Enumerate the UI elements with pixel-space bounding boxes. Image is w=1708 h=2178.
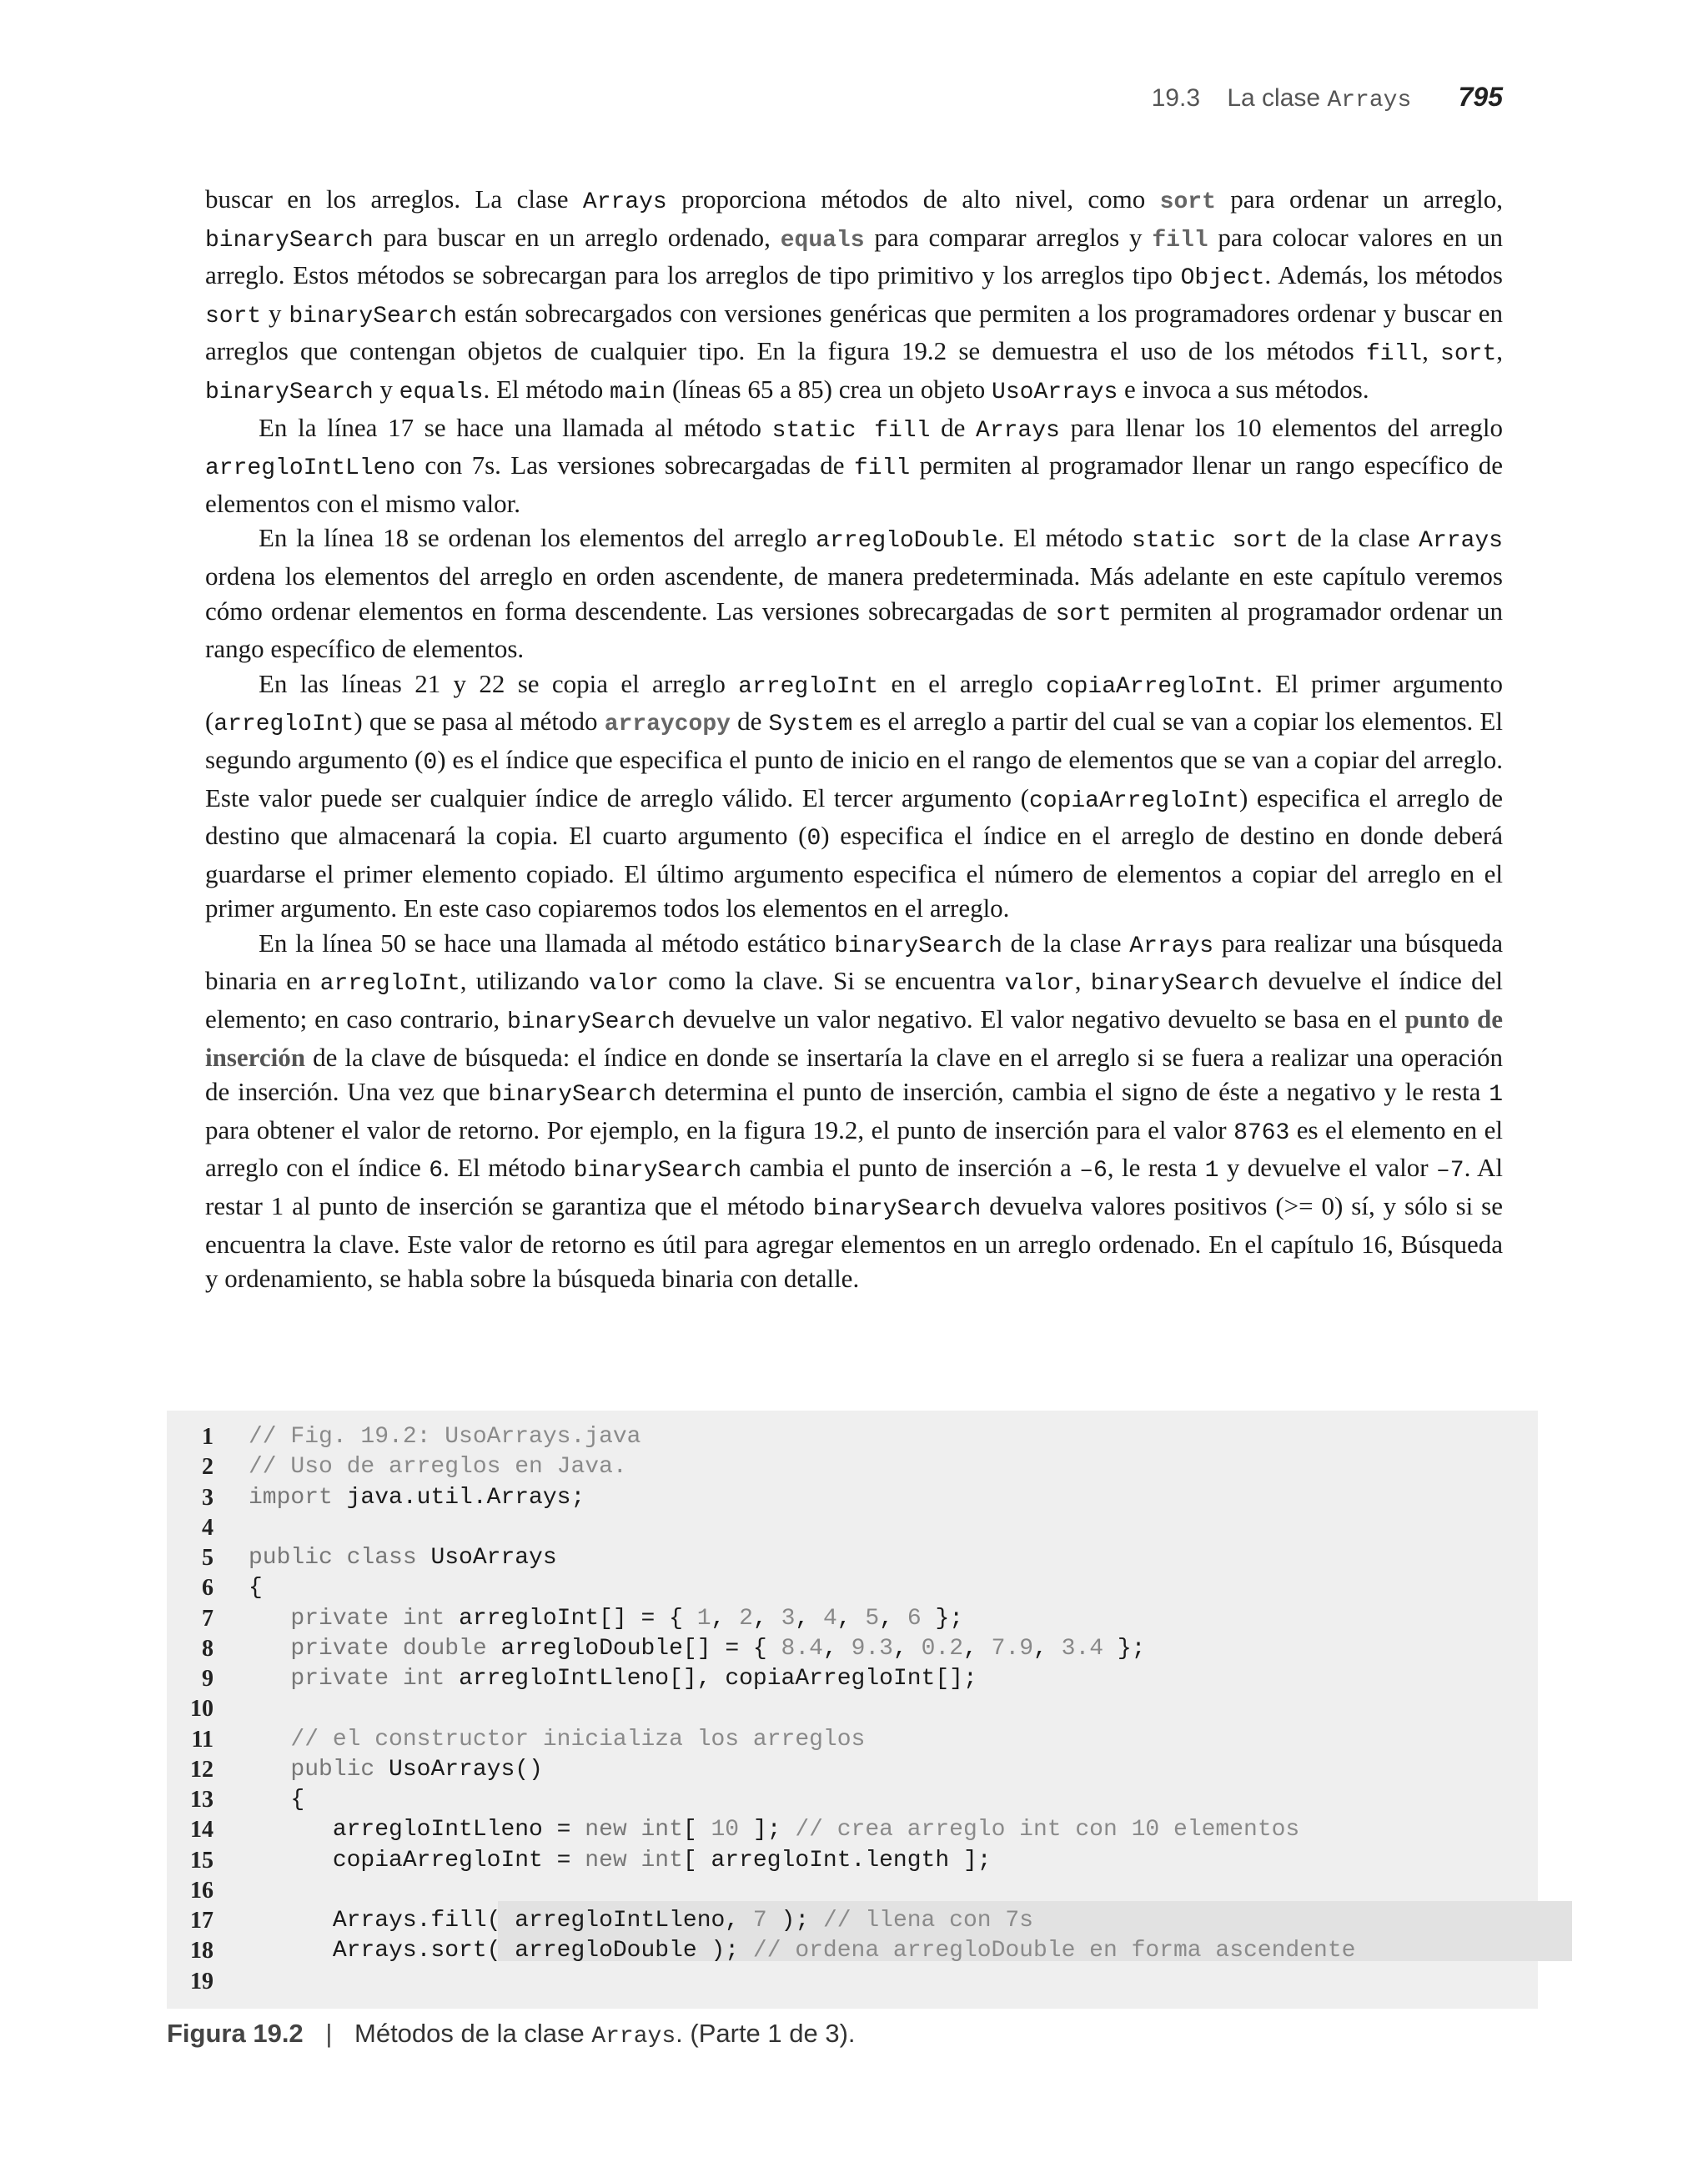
text-run: . Al restar 1 al punto de inserción se garantiza que el método [205, 1153, 1504, 1221]
inline-code: binarySearch [289, 303, 458, 329]
code-token: Arrays.fill( arregloIntLleno, [249, 1908, 753, 1934]
code-line [167, 1452, 1538, 1482]
text-run: ) que se pasa al método [354, 707, 605, 737]
code-number: 8.4 [781, 1635, 823, 1662]
code-token: { [249, 1575, 263, 1602]
code-comment: // llena con 7s [822, 1908, 1033, 1934]
code-text [249, 1785, 304, 1815]
code-comment: // Fig. 19.2: UsoArrays.java [249, 1424, 641, 1450]
method-keyword: arraycopy [604, 712, 731, 738]
code-text [249, 1755, 543, 1785]
code-token: arregloDouble[] = { [500, 1635, 781, 1662]
inline-code: valor [1004, 971, 1075, 998]
code-token [249, 1666, 290, 1692]
text-run: , [1422, 336, 1441, 366]
inline-code: arregloInt [738, 673, 879, 700]
code-comment: // ordena arregloDouble en forma ascendente [752, 1938, 1356, 1964]
inline-code: arregloInt [319, 971, 460, 998]
code-text [249, 1815, 1299, 1845]
code-token: , [879, 1605, 907, 1632]
text-run: como la clave. Si se encuentra [658, 966, 1005, 996]
inline-code: arregloDouble [816, 528, 998, 555]
code-line [167, 1483, 1538, 1513]
text-run: , le resta [1107, 1153, 1205, 1183]
code-token: ]; [739, 1817, 796, 1844]
code-number: 10 [711, 1817, 740, 1844]
text-run: devuelva valores positivos (>= 0) sí, y sólo si se encuentra la clave. Este valor de retorno es útil para agregar elementos en un arreglo ordenado. En el capítulo 16, Búsqueda y ordenamiento, se habla sobre la búsqueda binaria con detalle. [205, 1191, 1504, 1294]
inline-code: –6 [1079, 1158, 1108, 1185]
line-number: 15 [190, 1847, 214, 1874]
inline-code: binarySearch [488, 1082, 656, 1109]
inline-code: UsoArrays [992, 379, 1118, 405]
inline-code: copiaArregloInt [1028, 787, 1240, 814]
text-run: En la línea 18 se ordenan los elementos del arreglo [259, 523, 816, 553]
inline-code: arregloInt [214, 712, 354, 738]
text-run: de [730, 707, 769, 737]
inline-code: sort [1055, 601, 1112, 627]
code-line [167, 1785, 1538, 1815]
line-number: 7 [202, 1605, 214, 1632]
inline-code: sort [205, 303, 262, 329]
code-token: , [963, 1635, 992, 1662]
text-run: , [1496, 336, 1503, 366]
text-run: y [373, 374, 399, 404]
code-keyword: import [249, 1484, 347, 1511]
text-run: con 7s. Las versiones sobrecargadas de [415, 450, 854, 480]
inline-code: static fill [771, 417, 931, 444]
code-text [249, 1422, 640, 1452]
text-run: (líneas 65 a 85) crea un objeto [666, 374, 992, 404]
code-number: 3.4 [1061, 1635, 1104, 1662]
section-number: 19.3 [1151, 84, 1200, 112]
code-token: , [836, 1605, 866, 1632]
code-line [167, 1604, 1538, 1634]
code-token: , [822, 1635, 851, 1662]
code-comment: // el constructor inicializa los arreglos [290, 1726, 866, 1753]
code-line [167, 1573, 1538, 1603]
figure-caption [167, 2019, 856, 2050]
inline-code: sort [1440, 341, 1497, 368]
inline-code: equals [399, 379, 484, 405]
text-run: ordena los elementos del arreglo en orden ascendente, de manera predeterminada. Más adelante en este capítulo veremos cómo ordenar elementos en forma descendente. Las versiones sobrecargadas de [205, 561, 1503, 626]
code-token: , [1033, 1635, 1062, 1662]
text-run: y [261, 298, 289, 328]
code-token: ); [766, 1908, 823, 1934]
code-line [167, 1543, 1538, 1573]
code-text [249, 1543, 557, 1573]
caption-text: Métodos de la clase [354, 2019, 592, 2048]
code-line [167, 1694, 1538, 1724]
inline-code: Arrays [1419, 528, 1503, 555]
line-number: 2 [202, 1454, 214, 1481]
text-run: devuelve el índice del elemento; en caso contrario, [205, 966, 1503, 1034]
code-line [167, 1725, 1538, 1755]
code-token: java.util.Arrays; [346, 1484, 585, 1511]
text-run: para ordenar un arreglo, [1215, 184, 1503, 214]
section-title: La clase [1227, 84, 1321, 112]
line-number: 5 [202, 1545, 214, 1571]
text-run: es el arreglo a partir del cual se van a copiar los elementos. El segundo argumento ( [205, 707, 1503, 774]
text-run: . Además, los métodos [1264, 260, 1503, 290]
paragraph [205, 410, 1503, 521]
code-comment: // Uso de arreglos en Java. [249, 1454, 627, 1481]
body-text [205, 182, 1503, 1296]
inline-code: Arrays [1129, 933, 1214, 959]
text-run: devuelve un valor negativo. El valor negativo devuelto se basa en el [675, 1004, 1405, 1034]
code-text [249, 1936, 1355, 1966]
code-line [167, 1664, 1538, 1694]
inline-code: binarySearch [205, 227, 374, 254]
code-number: 3 [781, 1605, 796, 1632]
inline-code: static sort [1132, 528, 1289, 555]
inline-code: 0 [806, 826, 821, 853]
inline-code: Arrays [976, 417, 1060, 444]
code-line [167, 1876, 1538, 1906]
text-run: ) especifica el índice en el arreglo de destino en donde deberá guardarse el primer elemento copiado. El último argumento especifica el número de elementos a copiar del arreglo en el primer argumento. En este caso copiaremos todos los elementos en el arreglo. [205, 821, 1504, 923]
code-token: arregloInt[] = { [459, 1605, 697, 1632]
inline-code: 1 [1204, 1158, 1219, 1185]
text-run: permiten al programador llenar un rango específico de elementos con el mismo valor. [205, 450, 1503, 518]
text-run: de la clase [1002, 928, 1130, 958]
text-run: y devuelve el valor [1218, 1153, 1436, 1183]
paragraph [205, 521, 1503, 666]
text-run: en el arreglo [878, 668, 1046, 698]
line-number: 14 [190, 1817, 214, 1844]
method-keyword: sort [1159, 189, 1216, 215]
text-run: . El primer argumento ( [205, 668, 1504, 737]
text-run: . El método [443, 1153, 574, 1183]
inline-code: Object [1180, 265, 1265, 292]
inline-code: binarySearch [1090, 971, 1259, 998]
text-run: , utilizando [460, 966, 589, 996]
code-token: , [795, 1605, 823, 1632]
text-run: ) es el índice que especifica el punto de inicio en el rango de elementos que se van a copiar del arreglo. Este valor puede ser cualquier índice de arreglo válido. El tercer argumento ( [205, 744, 1504, 812]
line-number: 18 [190, 1938, 214, 1964]
code-token [249, 1636, 290, 1662]
code-keyword: new int [585, 1847, 683, 1874]
text-run: para realizar una búsqueda binaria en [205, 928, 1503, 996]
key-term: punto de inserción [205, 1004, 1503, 1072]
text-run: proporciona métodos de alto nivel, como [666, 184, 1160, 214]
inline-code: 0 [423, 749, 438, 776]
text-run: de [930, 412, 977, 442]
code-line [167, 1846, 1538, 1876]
text-run: e invoca a sus métodos. [1118, 374, 1369, 404]
inline-code: fill [1365, 341, 1423, 368]
code-text [249, 1906, 1033, 1936]
text-run: , [1074, 966, 1091, 996]
code-text [249, 1846, 992, 1876]
text-run: En las líneas 21 y 22 se copia el arreglo [259, 668, 739, 698]
code-number: 4 [822, 1605, 837, 1632]
code-keyword: private int [290, 1605, 460, 1632]
text-run: En la línea 50 se hace una llamada al método estático [259, 928, 835, 958]
inline-code: binarySearch [507, 1009, 676, 1036]
code-comment: // crea arreglo int con 10 elementos [795, 1817, 1300, 1844]
inline-code: copiaArregloInt [1046, 673, 1257, 700]
code-text [249, 1664, 977, 1694]
text-run: es el elemento en el arreglo con el índice [205, 1114, 1503, 1183]
inline-code: valor [588, 971, 659, 998]
running-header [1152, 82, 1503, 113]
paragraph [205, 666, 1503, 926]
code-line [167, 1422, 1538, 1452]
inline-code: –7 [1435, 1158, 1464, 1185]
code-text [249, 1452, 627, 1482]
caption-code: Arrays [591, 2024, 676, 2050]
code-line [167, 1906, 1538, 1936]
code-token: }; [1103, 1635, 1146, 1662]
inline-code: binarySearch [812, 1196, 982, 1223]
code-keyword: new int [585, 1817, 683, 1844]
code-token: [ arregloInt.length ]; [682, 1847, 992, 1874]
inline-code: arregloIntLleno [205, 455, 416, 482]
code-line [167, 1513, 1538, 1543]
code-token: , [711, 1605, 740, 1632]
text-run: para comparar arreglos y [864, 222, 1153, 252]
line-number: 9 [202, 1666, 214, 1692]
paragraph [205, 926, 1503, 1296]
line-number: 11 [191, 1726, 214, 1753]
code-token: [ [682, 1817, 711, 1844]
code-token [249, 1727, 290, 1753]
inline-code: binarySearch [573, 1158, 742, 1185]
code-number: 5 [865, 1605, 880, 1632]
text-run: permiten al programador ordenar un rango específico de elementos. [205, 596, 1503, 664]
line-number: 4 [202, 1514, 214, 1541]
code-token: { [249, 1787, 305, 1813]
figure-label: Figura 19.2 [167, 2019, 304, 2048]
code-number: 7.9 [991, 1635, 1034, 1662]
text-run: buscar en los arreglos. La clase [205, 184, 583, 214]
code-line [167, 1755, 1538, 1785]
line-number: 17 [190, 1908, 214, 1934]
text-run: ) especifica el arreglo de destino que almacenará la copia. El cuarto argumento ( [205, 782, 1503, 851]
text-run: para buscar en un arreglo ordenado, [373, 222, 781, 252]
code-text [249, 1573, 263, 1603]
text-run: de la clase [1288, 523, 1419, 553]
caption-separator: | [325, 2019, 333, 2048]
text-run: para obtener el valor de retorno. Por ejemplo, en la figura 19.2, el punto de inserción para el valor [205, 1114, 1234, 1144]
section-title-code: Arrays [1327, 88, 1412, 113]
code-line [167, 1967, 1538, 1997]
code-keyword: public [290, 1756, 389, 1783]
paragraph [205, 182, 1503, 410]
code-line [167, 1815, 1538, 1845]
code-line [167, 1634, 1538, 1664]
method-keyword: fill [1152, 227, 1208, 254]
code-text [249, 1604, 963, 1634]
code-token [249, 1606, 290, 1632]
inline-code: binarySearch [834, 933, 1002, 959]
line-number: 1 [202, 1424, 214, 1450]
code-token: }; [921, 1605, 964, 1632]
line-number: 8 [202, 1635, 214, 1662]
code-token: , [752, 1605, 781, 1632]
inline-code: 6 [429, 1158, 444, 1185]
code-number: 0.2 [921, 1635, 964, 1662]
line-number: 3 [202, 1484, 214, 1511]
code-keyword: private double [290, 1635, 501, 1662]
text-run: de la clave de búsqueda: el índice en donde se insertaría la clave en el arreglo si se fuera a realizar una operación de inserción. Una vez que [205, 1042, 1503, 1107]
inline-code: System [768, 712, 853, 738]
code-keyword: private int [290, 1666, 460, 1692]
code-token: copiaArregloInt = [249, 1847, 585, 1874]
code-keyword: public class [249, 1545, 431, 1571]
text-run: para colocar valores en un arreglo. Estos métodos se sobrecargan para los arreglos de tipo primitivo y los arreglos tipo [205, 222, 1503, 290]
code-number: 1 [696, 1605, 711, 1632]
line-number: 6 [202, 1575, 214, 1602]
line-number: 12 [190, 1756, 214, 1783]
method-keyword: equals [780, 227, 865, 254]
inline-code: fill [853, 455, 911, 482]
code-listing [167, 1411, 1538, 2009]
text-run: están sobrecargados con versiones genéricas que permiten a los programadores ordenar y buscar en arreglos que contengan objetos de cualquier tipo. En la figura 19.2 se demuestra el uso de los métodos [205, 298, 1503, 366]
line-number: 19 [190, 1968, 214, 1994]
text-run: cambia el punto de inserción a [741, 1153, 1080, 1183]
code-text [249, 1725, 865, 1755]
code-token: , [892, 1635, 922, 1662]
inline-code: Arrays [582, 189, 667, 215]
code-number: 6 [907, 1605, 922, 1632]
caption-text-end: . (Parte 1 de 3). [676, 2019, 856, 2048]
code-token: UsoArrays [430, 1545, 557, 1571]
code-token: UsoArrays() [389, 1756, 543, 1783]
inline-code: 1 [1489, 1082, 1503, 1109]
code-number: 2 [739, 1605, 753, 1632]
text-run: . El método [483, 374, 610, 404]
text-run: En la línea 17 se hace una llamada al método [259, 412, 772, 442]
code-token: Arrays.sort( arregloDouble ); [249, 1938, 753, 1964]
code-token [249, 1757, 290, 1783]
code-text [249, 1634, 1146, 1664]
code-number: 7 [752, 1908, 767, 1934]
text-run: . El método [997, 523, 1132, 553]
line-number: 16 [190, 1877, 214, 1904]
code-number: 9.3 [851, 1635, 893, 1662]
inline-code: main [610, 379, 666, 405]
inline-code: binarySearch [205, 379, 374, 405]
code-token: arregloIntLleno = [249, 1817, 585, 1844]
inline-code: 8763 [1233, 1119, 1290, 1146]
code-text [249, 1483, 585, 1513]
line-number: 13 [190, 1787, 214, 1813]
text-run: para llenar los 10 elementos del arreglo [1059, 412, 1503, 442]
code-token: arregloIntLleno[], copiaArregloInt[]; [459, 1666, 977, 1692]
text-run: determina el punto de inserción, cambia el signo de éste a negativo y le resta [656, 1077, 1489, 1107]
code-line [167, 1936, 1538, 1966]
page-number: 795 [1458, 82, 1503, 112]
line-number: 10 [190, 1696, 214, 1723]
